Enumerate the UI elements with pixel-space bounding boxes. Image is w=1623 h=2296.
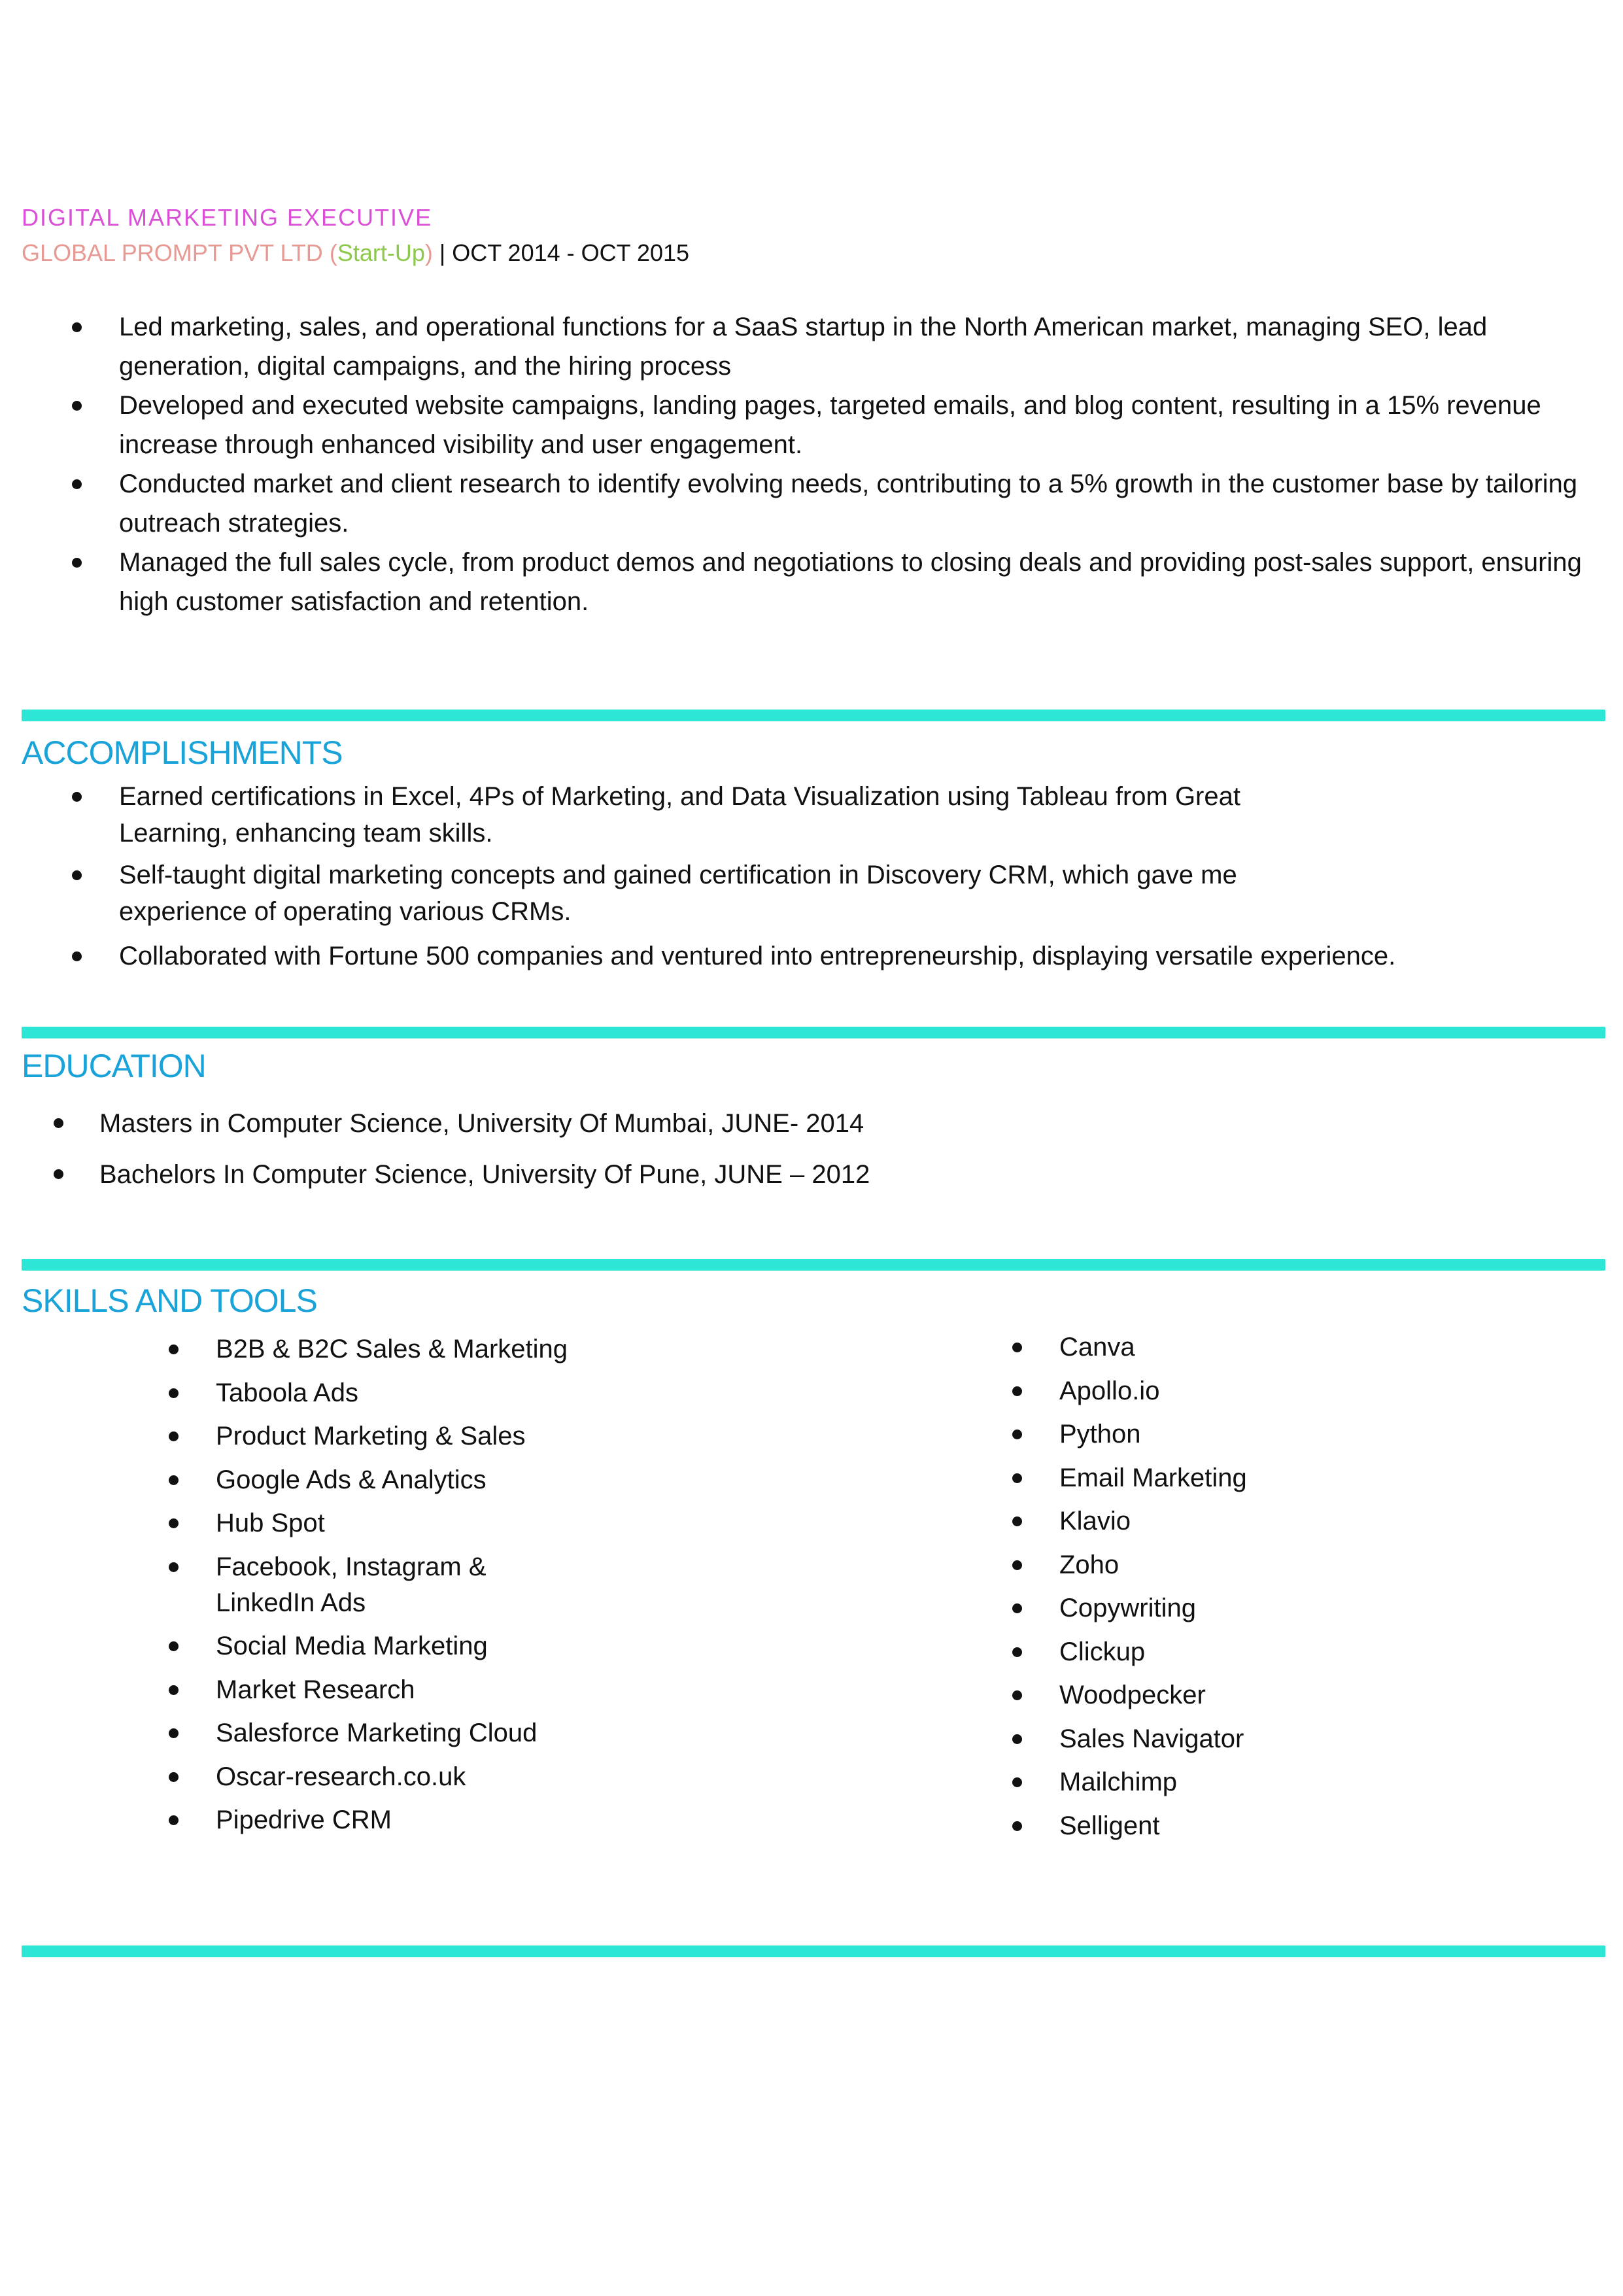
section-divider [22, 1027, 1605, 1038]
section-title-education: EDUCATION [22, 1048, 206, 1084]
skills-right-column [1012, 1329, 1509, 1851]
list-item: Sales Navigator [1012, 1721, 1509, 1757]
accomplishments-list [72, 778, 1511, 980]
list-item: Facebook, Instagram & LinkedIn Ads [169, 1549, 582, 1621]
job-company-line [22, 239, 689, 267]
skills-left-column [169, 1331, 666, 1846]
list-item: Masters in Computer Science, University Of Mumbai, JUNE- 2014 [54, 1105, 870, 1142]
list-item: Led marketing, sales, and operational functions for a SaaS startup in the North American market, managing SEO, lead generation, digital campaigns, and the hiring process [72, 307, 1596, 386]
list-item: Copywriting [1012, 1590, 1509, 1626]
section-divider [22, 1945, 1605, 1957]
section-divider [22, 1259, 1605, 1271]
list-item: Google Ads & Analytics [169, 1462, 666, 1498]
list-item: Market Research [169, 1672, 666, 1708]
education-list [54, 1105, 870, 1207]
list-item: Email Marketing [1012, 1460, 1509, 1496]
list-item: Earned certifications in Excel, 4Ps of Marketing, and Data Visualization using Tableau from Great Learning, enhancing team skills. [72, 778, 1296, 851]
job-dates: OCT 2014 - OCT 2015 [452, 239, 690, 266]
company-name: GLOBAL PROMPT PVT LTD [22, 239, 323, 266]
list-item: Zoho [1012, 1547, 1509, 1583]
section-divider [22, 710, 1605, 721]
list-item: Oscar-research.co.uk [169, 1759, 666, 1795]
list-item: Conducted market and client research to identify evolving needs, contributing to a 5% growth in the customer base by tailoring outreach strategies. [72, 464, 1596, 543]
paren-close: ) [424, 239, 433, 266]
list-item: Hub Spot [169, 1505, 666, 1541]
separator: | [432, 239, 453, 266]
list-item: Woodpecker [1012, 1677, 1509, 1713]
list-item: Salesforce Marketing Cloud [169, 1715, 666, 1751]
job-title: DIGITAL MARKETING EXECUTIVE [22, 204, 433, 231]
list-item: Klavio [1012, 1503, 1509, 1539]
list-item: Managed the full sales cycle, from product demos and negotiations to closing deals and providing post-sales support, ensuring high customer satisfaction and retention. [72, 543, 1596, 621]
company-type: Start-Up [337, 239, 425, 266]
list-item: Mailchimp [1012, 1764, 1509, 1800]
list-item: Canva [1012, 1329, 1509, 1365]
list-item: Collaborated with Fortune 500 companies and ventured into entrepreneurship, displaying versatile experience. [72, 938, 1511, 974]
list-item: B2B & B2C Sales & Marketing [169, 1331, 666, 1367]
experience-bullets [72, 307, 1596, 621]
list-item: Pipedrive CRM [169, 1802, 666, 1838]
list-item: Apollo.io [1012, 1373, 1509, 1409]
list-item: Taboola Ads [169, 1375, 666, 1411]
list-item: Product Marketing & Sales [169, 1418, 666, 1454]
list-item: Self-taught digital marketing concepts and gained certification in Discovery CRM, which gave me experience of operating various CRMs. [72, 857, 1296, 930]
list-item: Clickup [1012, 1634, 1509, 1670]
paren-open: ( [329, 239, 337, 266]
list-item: Selligent [1012, 1808, 1509, 1844]
list-item: Social Media Marketing [169, 1628, 666, 1664]
list-item: Developed and executed website campaigns, landing pages, targeted emails, and blog content, resulting in a 15% revenue increase through enhanced visibility and user engagement. [72, 386, 1596, 464]
section-title-skills: SKILLS AND TOOLS [22, 1282, 317, 1319]
list-item: Python [1012, 1416, 1509, 1452]
section-title-accomplishments: ACCOMPLISHMENTS [22, 734, 343, 771]
list-item: Bachelors In Computer Science, University Of Pune, JUNE – 2012 [54, 1156, 870, 1193]
